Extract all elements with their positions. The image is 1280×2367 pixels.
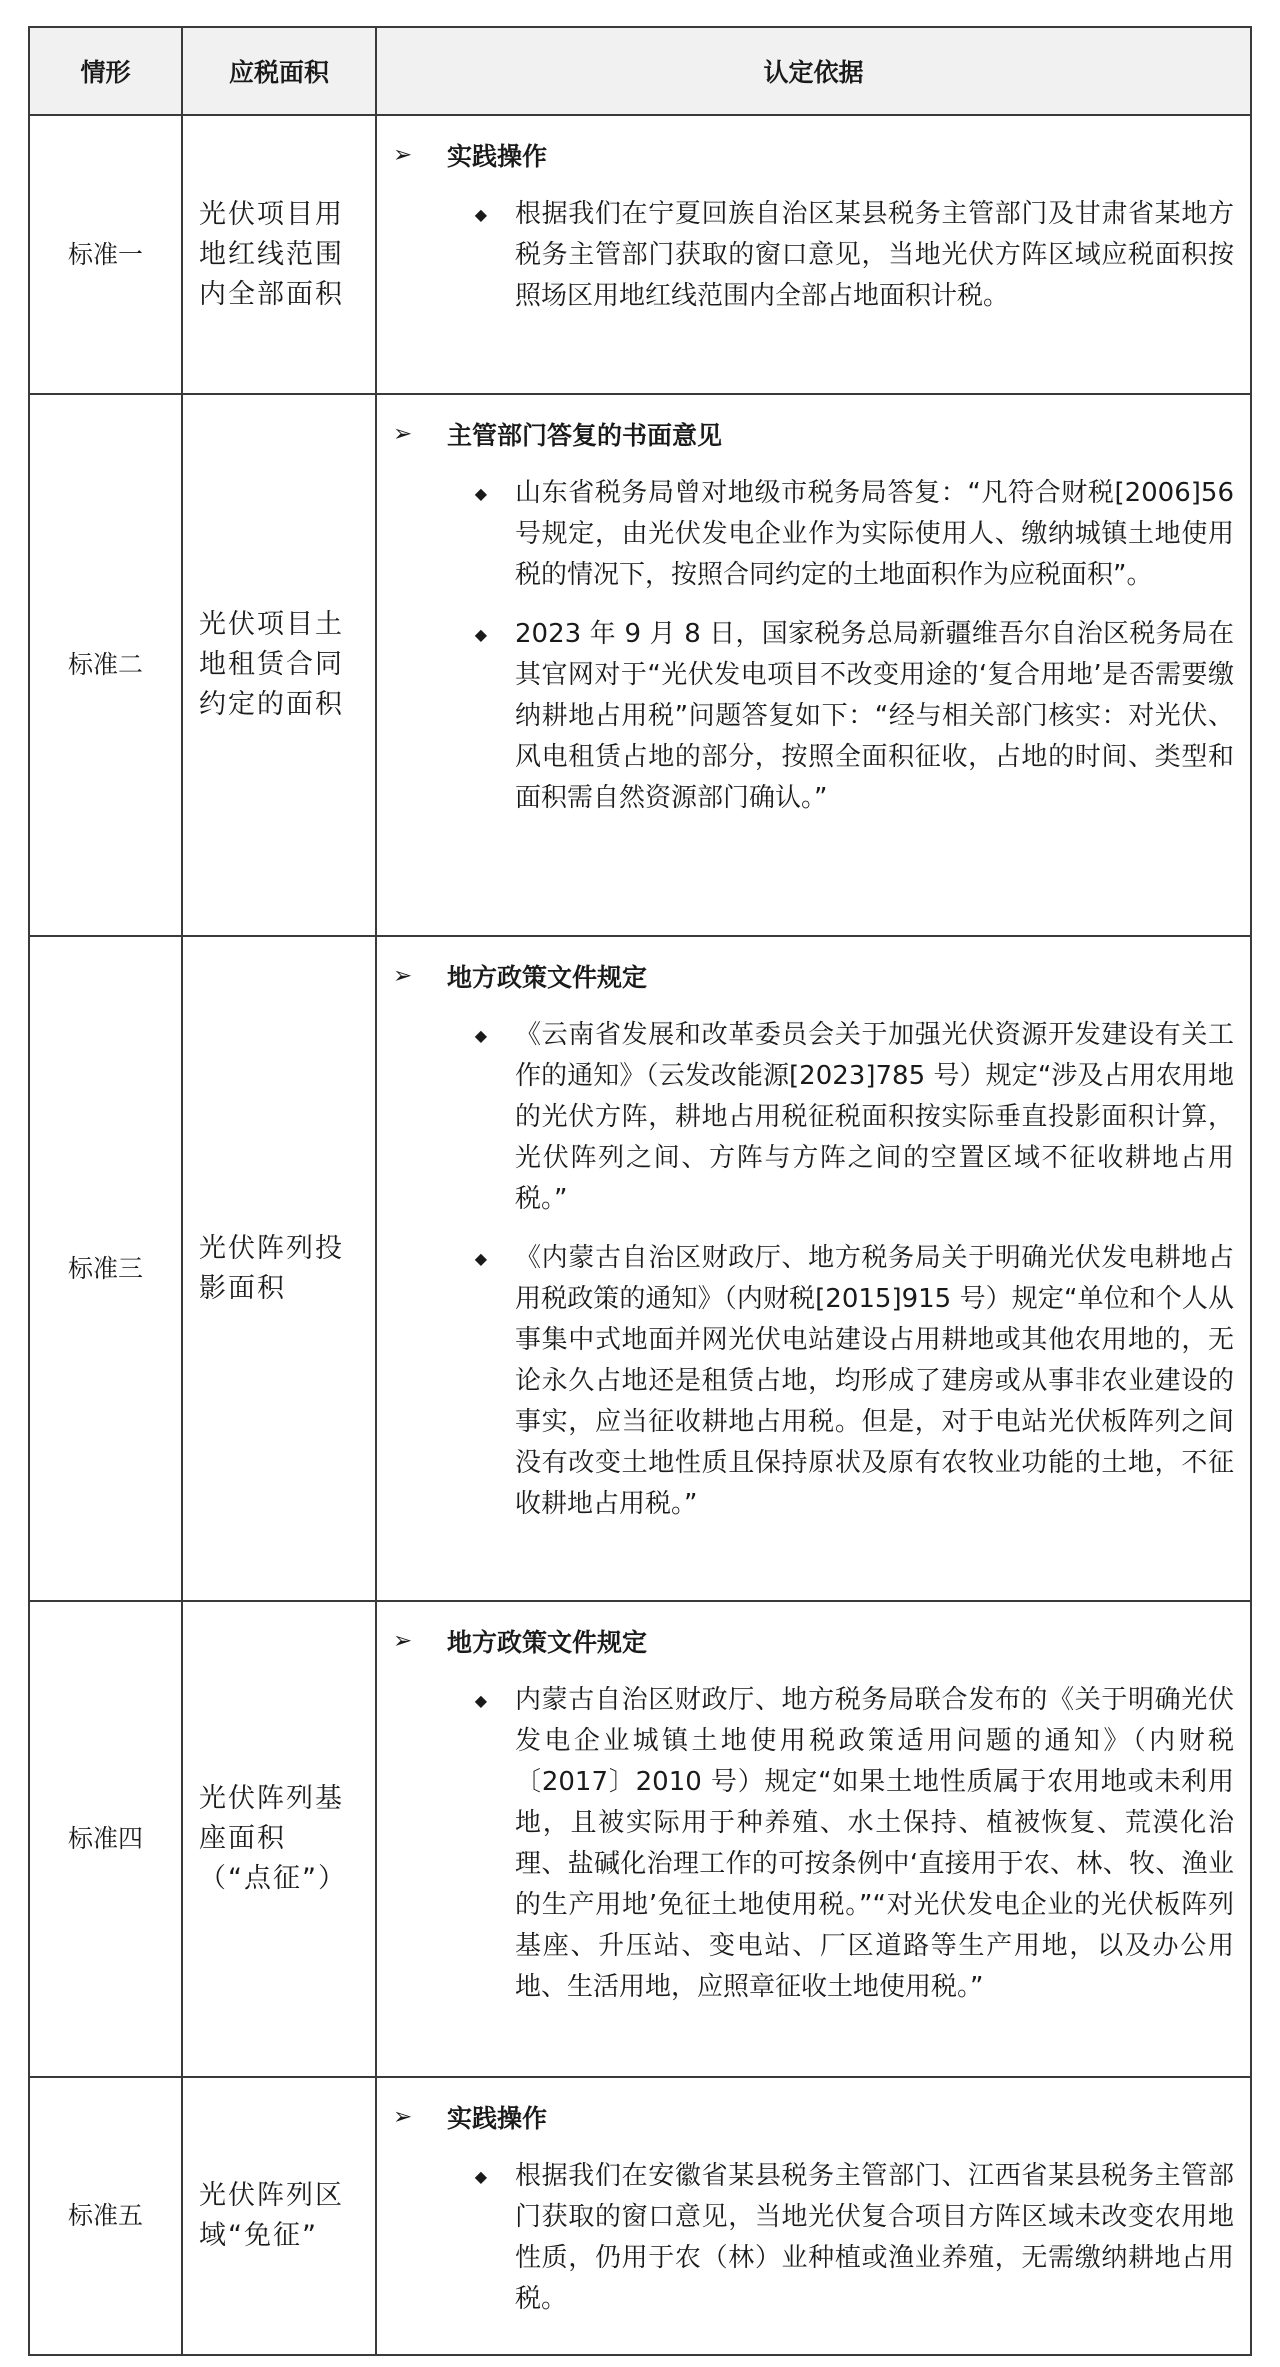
header-basis: 认定依据 bbox=[376, 27, 1251, 115]
basis-heading bbox=[391, 1620, 1236, 1662]
case-cell: 标准一 bbox=[29, 115, 182, 394]
basis-title: 实践操作 bbox=[447, 142, 548, 171]
basis-item-text: 内蒙古自治区财政厅、地方税务局联合发布的《关于明确光伏发电企业城镇土地使用税政策适用问题的通知》（内财税〔2017〕2010 号）规定“如果土地性质属于农用地或未利用地，且被实际用于种养殖、水土保持、植被恢复、荒漠化治理、盐碱化治理工作的可按条例中‘直接用于农、林、牧、渔业的生产用地’免征土地使用税。”“对光伏发电企业的光伏板阵列基座、升压站、变电站、厂区道路等生产用地，以及办公用地、生活用地，应照章征收土地使用税。” bbox=[515, 1685, 1234, 2002]
basis-item bbox=[391, 1680, 1236, 2008]
basis-item bbox=[391, 614, 1236, 819]
basis-item bbox=[391, 1238, 1236, 1525]
header-area: 应税面积 bbox=[182, 27, 376, 115]
case-cell: 标准三 bbox=[29, 936, 182, 1601]
document bbox=[28, 26, 1250, 2356]
basis-item-text: 山东省税务局曾对地级市税务局答复：“凡符合财税[2006]56 号规定，由光伏发电企业作为实际使用人、缴纳城镇土地使用税的情况下，按照合同约定的土地面积作为应税面积”。 bbox=[515, 478, 1234, 590]
basis-item-text: 《内蒙古自治区财政厅、地方税务局关于明确光伏发电耕地占用税政策的通知》（内财税[2015]915 号）规定“单位和个人从事集中式地面并网光伏电站建设占用耕地或其他农用地的，无论永久占地还是租赁占地，均形成了建房或从事非农业建设的事实，应当征收耕地占用税。但是，对于电站光伏板阵列之间没有改变土地性质且保持原状及原有农牧业功能的土地，不征收耕地占用税。” bbox=[515, 1243, 1234, 1519]
diamond-bullet-icon: ◆ bbox=[474, 484, 487, 503]
basis-title: 地方政策文件规定 bbox=[447, 1628, 648, 1657]
basis-item-text: 《云南省发展和改革委员会关于加强光伏资源开发建设有关工作的通知》（云发改能源[2023]785 号）规定“涉及占用农用地的光伏方阵，耕地占用税征税面积按实际垂直投影面积计算，光伏阵列之间、方阵与方阵之间的空置区域不征收耕地占用税。” bbox=[515, 1020, 1234, 1214]
basis-item-text: 2023 年 9 月 8 日，国家税务总局新疆维吾尔自治区税务局在其官网对于“光伏发电项目不改变用途的‘复合用地’是否需要缴纳耕地占用税”问题答复如下：“经与相关部门核实：对光伏、风电租赁占地的部分，按照全面积征收，占地的时间、类型和面积需自然资源部门确认。” bbox=[515, 619, 1234, 813]
basis-heading bbox=[391, 2096, 1236, 2138]
basis-item bbox=[391, 2156, 1236, 2320]
table-header-row bbox=[29, 27, 1251, 115]
basis-title: 主管部门答复的书面意见 bbox=[447, 421, 723, 450]
area-cell: 光伏阵列基座面积（“点征”） bbox=[182, 1601, 376, 2077]
basis-heading bbox=[391, 955, 1236, 997]
basis-item-text: 根据我们在宁夏回族自治区某县税务主管部门及甘肃省某地方税务主管部门获取的窗口意见，当地光伏方阵区域应税面积按照场区用地红线范围内全部占地面积计税。 bbox=[515, 199, 1234, 311]
table-row bbox=[29, 2077, 1251, 2355]
arrow-bullet-icon: ➢ bbox=[393, 963, 413, 989]
area-cell: 光伏阵列区域“免征” bbox=[182, 2077, 376, 2355]
basis-cell bbox=[376, 1601, 1251, 2077]
table-row bbox=[29, 115, 1251, 394]
basis-cell bbox=[376, 2077, 1251, 2355]
basis-item bbox=[391, 1015, 1236, 1220]
table-row bbox=[29, 1601, 1251, 2077]
arrow-bullet-icon: ➢ bbox=[393, 421, 413, 447]
basis-cell bbox=[376, 115, 1251, 394]
header-case: 情形 bbox=[29, 27, 182, 115]
diamond-bullet-icon: ◆ bbox=[474, 205, 487, 224]
tax-area-table bbox=[28, 26, 1252, 2356]
basis-heading bbox=[391, 134, 1236, 176]
diamond-bullet-icon: ◆ bbox=[474, 1691, 487, 1710]
basis-item bbox=[391, 194, 1236, 317]
basis-item bbox=[391, 473, 1236, 596]
diamond-bullet-icon: ◆ bbox=[474, 1026, 487, 1045]
arrow-bullet-icon: ➢ bbox=[393, 142, 413, 168]
case-cell: 标准四 bbox=[29, 1601, 182, 2077]
basis-title: 地方政策文件规定 bbox=[447, 963, 648, 992]
diamond-bullet-icon: ◆ bbox=[474, 1249, 487, 1268]
area-cell: 光伏项目用地红线范围内全部面积 bbox=[182, 115, 376, 394]
area-cell: 光伏阵列投影面积 bbox=[182, 936, 376, 1601]
table-row bbox=[29, 936, 1251, 1601]
basis-item-text: 根据我们在安徽省某县税务主管部门、江西省某县税务主管部门获取的窗口意见，当地光伏复合项目方阵区域未改变农用地性质，仍用于农（林）业种植或渔业养殖，无需缴纳耕地占用税。 bbox=[515, 2161, 1234, 2314]
case-cell: 标准五 bbox=[29, 2077, 182, 2355]
basis-title: 实践操作 bbox=[447, 2104, 548, 2133]
arrow-bullet-icon: ➢ bbox=[393, 2104, 413, 2130]
diamond-bullet-icon: ◆ bbox=[474, 625, 487, 644]
basis-cell bbox=[376, 936, 1251, 1601]
diamond-bullet-icon: ◆ bbox=[474, 2167, 487, 2186]
case-cell: 标准二 bbox=[29, 394, 182, 936]
table-row bbox=[29, 394, 1251, 936]
area-cell: 光伏项目土地租赁合同约定的面积 bbox=[182, 394, 376, 936]
basis-cell bbox=[376, 394, 1251, 936]
basis-heading bbox=[391, 413, 1236, 455]
arrow-bullet-icon: ➢ bbox=[393, 1628, 413, 1654]
